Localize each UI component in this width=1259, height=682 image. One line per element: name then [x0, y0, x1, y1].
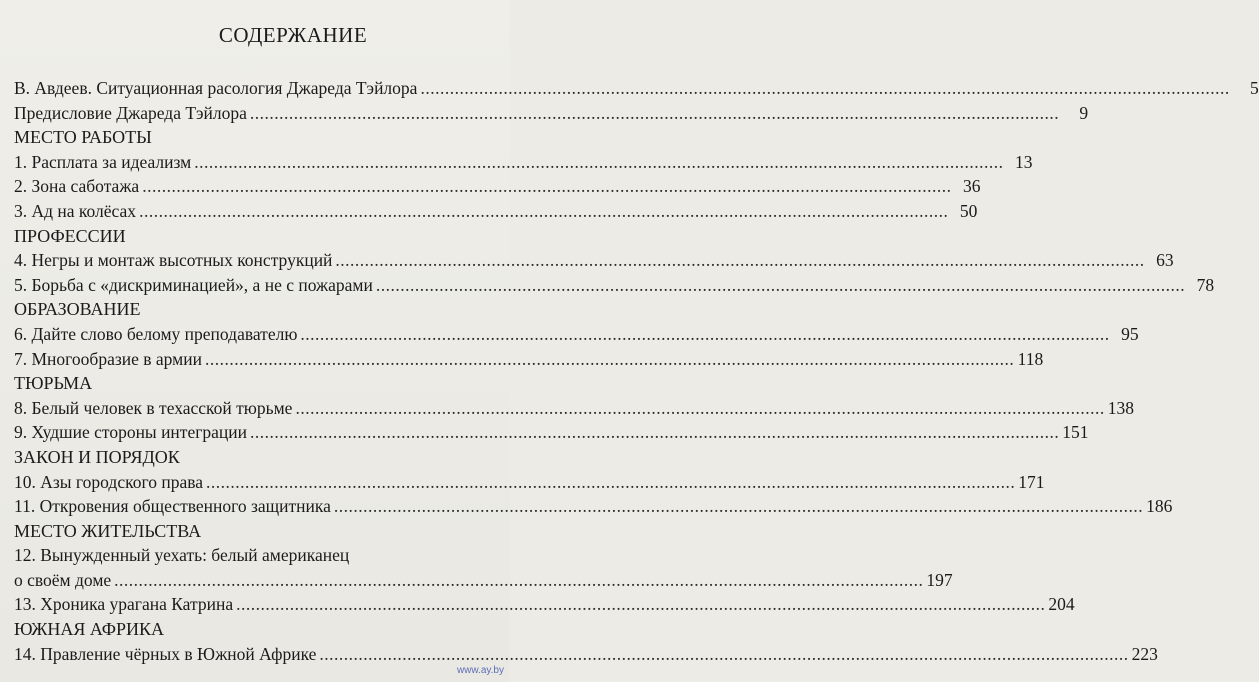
- toc-entry: [14, 568, 953, 593]
- leader-dots: [206, 470, 1015, 495]
- entry-title: 14. Правление чёрных в Южной Африке: [14, 643, 317, 664]
- page-number: 78: [1196, 274, 1215, 295]
- leader-dots: [376, 273, 1185, 298]
- section-title: МЕСТО РАБОТЫ: [14, 127, 152, 148]
- page-number: 223: [1131, 643, 1158, 664]
- toc-entry: [14, 494, 1173, 519]
- leader-dots: [142, 174, 951, 199]
- page-number: 63: [1156, 250, 1174, 271]
- leader-dots: [236, 592, 1045, 617]
- section-title: МЕСТО ЖИТЕЛЬСТВА: [14, 520, 202, 541]
- toc-entry: [14, 642, 1158, 667]
- page-number: 118: [1017, 348, 1044, 369]
- page-number: 5: [1249, 78, 1259, 98]
- toc-section-heading: [14, 519, 498, 544]
- page-number: 204: [1048, 594, 1075, 615]
- page-number: 171: [1018, 471, 1045, 492]
- leader-dots: [139, 199, 948, 224]
- section-title: ПРОФЕССИИ: [14, 225, 126, 246]
- toc-entry: [14, 396, 1134, 421]
- section-title: ТЮРЬМА: [14, 373, 93, 394]
- toc-entry: [14, 248, 1174, 273]
- entry-title: 12. Вынужденный уехать: белый американец: [14, 545, 350, 566]
- entry-title: 4. Негры и монтаж высотных конструкций: [14, 250, 333, 271]
- toc-rows: [14, 76, 1259, 666]
- leader-dots: [420, 76, 1229, 101]
- toc-section-heading: [14, 371, 498, 396]
- leader-dots: [250, 101, 1059, 126]
- toc-entry: [14, 101, 1089, 126]
- entry-title: 6. Дайте слово белому преподавателю: [14, 323, 298, 344]
- toc-entry: [14, 322, 1139, 347]
- entry-title: В. Авдеев. Ситуационная расология Джареда Тэйлора: [14, 78, 418, 98]
- leader-dots: [319, 642, 1128, 667]
- page-number: 197: [926, 569, 953, 590]
- section-title: ЗАКОН И ПОРЯДОК: [14, 446, 180, 467]
- section-title: ЮЖНАЯ АФРИКА: [14, 619, 164, 640]
- toc-section-heading: [14, 125, 498, 150]
- toc-entry: [14, 76, 1259, 101]
- toc-entry: [14, 347, 1044, 372]
- entry-title: 3. Ад на колёсах: [14, 200, 137, 221]
- toc-entry: [14, 150, 1033, 175]
- entry-title: 5. Борьба с «дискриминацией», а не с пожарами: [14, 274, 373, 295]
- entry-title: 1. Расплата за идеализм: [14, 151, 192, 172]
- toc-title: СОДЕРЖАНИЕ: [218, 23, 368, 47]
- toc-entry: [14, 273, 1215, 298]
- entry-title: 9. Худшие стороны интеграции: [14, 422, 248, 443]
- page-number: 186: [1146, 496, 1173, 517]
- toc-section-heading: [14, 224, 498, 249]
- entry-title: 10. Азы городского права: [14, 471, 204, 492]
- leader-dots: [194, 150, 1003, 175]
- entry-title: 11. Откровения общественного защитника: [14, 496, 331, 517]
- entry-title: 8. Белый человек в техасской тюрьме: [14, 397, 293, 418]
- page-number: 50: [959, 200, 978, 221]
- page-number: 36: [962, 176, 981, 197]
- entry-title: Предисловие Джареда Тэйлора: [14, 102, 247, 123]
- toc-section-heading: [14, 297, 498, 322]
- entry-title: 7. Многообразие в армии: [14, 348, 202, 369]
- leader-dots: [295, 396, 1104, 421]
- leader-dots: [114, 568, 923, 593]
- entry-title: о своём доме: [14, 569, 112, 590]
- leader-dots: [335, 248, 1144, 273]
- toc-entry: [14, 174, 981, 199]
- toc-section-heading: [14, 617, 498, 642]
- leader-dots: [250, 420, 1059, 445]
- page-number: 138: [1107, 397, 1134, 418]
- leader-dots: [300, 322, 1109, 347]
- watermark: www.ay.by: [456, 665, 504, 676]
- toc-entry: [14, 199, 978, 224]
- page-number: 151: [1062, 422, 1089, 443]
- page-number: 9: [1079, 102, 1089, 123]
- section-title: ОБРАЗОВАНИЕ: [14, 299, 141, 320]
- entry-title: 2. Зона саботажа: [14, 176, 140, 197]
- table-of-contents: [14, 18, 1259, 666]
- leader-dots: [205, 347, 1014, 372]
- leader-dots: [334, 494, 1143, 519]
- toc-entry: [14, 592, 1075, 617]
- toc-entry: [14, 420, 1089, 445]
- page-number: 13: [1015, 151, 1033, 172]
- toc-entry: [14, 470, 1045, 495]
- toc-entry: [14, 543, 498, 568]
- toc-section-heading: [14, 445, 498, 470]
- page-number: 95: [1121, 323, 1139, 344]
- entry-title: 13. Хроника урагана Катрина: [14, 594, 234, 615]
